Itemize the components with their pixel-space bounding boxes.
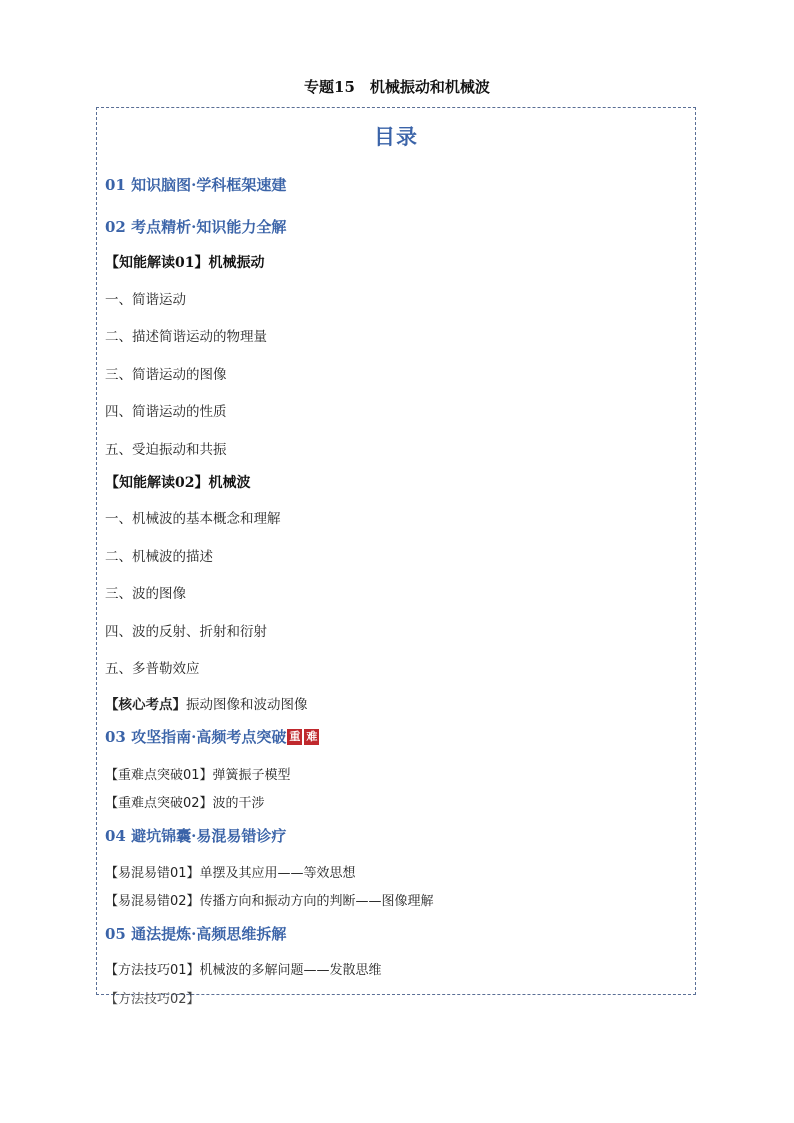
table-of-contents-box xyxy=(96,107,696,1007)
toc-core-point[interactable] xyxy=(105,693,308,713)
core-point-label: 【核心考点】 xyxy=(105,697,186,713)
toc-item[interactable]: 二、描述简谐运动的物理量 xyxy=(105,329,267,345)
toc-item[interactable]: 二、机械波的描述 xyxy=(105,549,213,565)
toc-item[interactable]: 【易混易错01】单摆及其应用——等效思想 xyxy=(105,866,356,881)
toc-subsection-k01[interactable]: 【知能解读01】机械振动 xyxy=(105,255,265,271)
toc-section-01[interactable]: 01 知识脑图·学科框架速建 xyxy=(105,176,287,194)
toc-heading: 目录 xyxy=(374,125,418,149)
toc-section-02[interactable]: 02 考点精析·知识能力全解 xyxy=(105,218,287,236)
toc-item[interactable]: 五、多普勒效应 xyxy=(105,661,200,677)
toc-item[interactable]: 四、简谐运动的性质 xyxy=(105,404,227,420)
toc-section-05[interactable]: 05 通法提炼·高频思维拆解 xyxy=(105,925,287,943)
badge-zhong: 重 xyxy=(289,730,301,743)
toc-section-03[interactable] xyxy=(105,726,319,747)
toc-item[interactable]: 一、机械波的基本概念和理解 xyxy=(105,511,281,527)
document-title: 专题15 机械振动和机械波 xyxy=(304,78,490,96)
toc-item[interactable]: 五、受迫振动和共振 xyxy=(105,442,227,458)
toc-item[interactable]: 【方法技巧01】机械波的多解问题——发散思维 xyxy=(105,963,382,978)
toc-item[interactable]: 【重难点突破01】弹簧振子模型 xyxy=(105,768,291,783)
section-03-label: 03 攻坚指南·高频考点突破 xyxy=(105,728,287,746)
toc-subsection-k02[interactable]: 【知能解读02】机械波 xyxy=(105,475,251,491)
core-point-text: 振动图像和波动图像 xyxy=(186,697,308,713)
badge-nan: 难 xyxy=(306,730,318,743)
toc-item[interactable]: 【重难点突破02】波的干涉 xyxy=(105,796,265,811)
toc-item[interactable]: 四、波的反射、折射和衍射 xyxy=(105,624,267,640)
toc-section-04[interactable]: 04 避坑锦囊·易混易错诊疗 xyxy=(105,827,287,845)
toc-item[interactable]: 三、简谐运动的图像 xyxy=(105,367,227,383)
toc-item[interactable]: 一、简谐运动 xyxy=(105,292,186,308)
toc-item[interactable]: 【易混易错02】传播方向和振动方向的判断——图像理解 xyxy=(105,894,434,909)
toc-item-clipped: 【方法技巧02】 xyxy=(105,992,200,1007)
toc-item[interactable]: 三、波的图像 xyxy=(105,586,186,602)
